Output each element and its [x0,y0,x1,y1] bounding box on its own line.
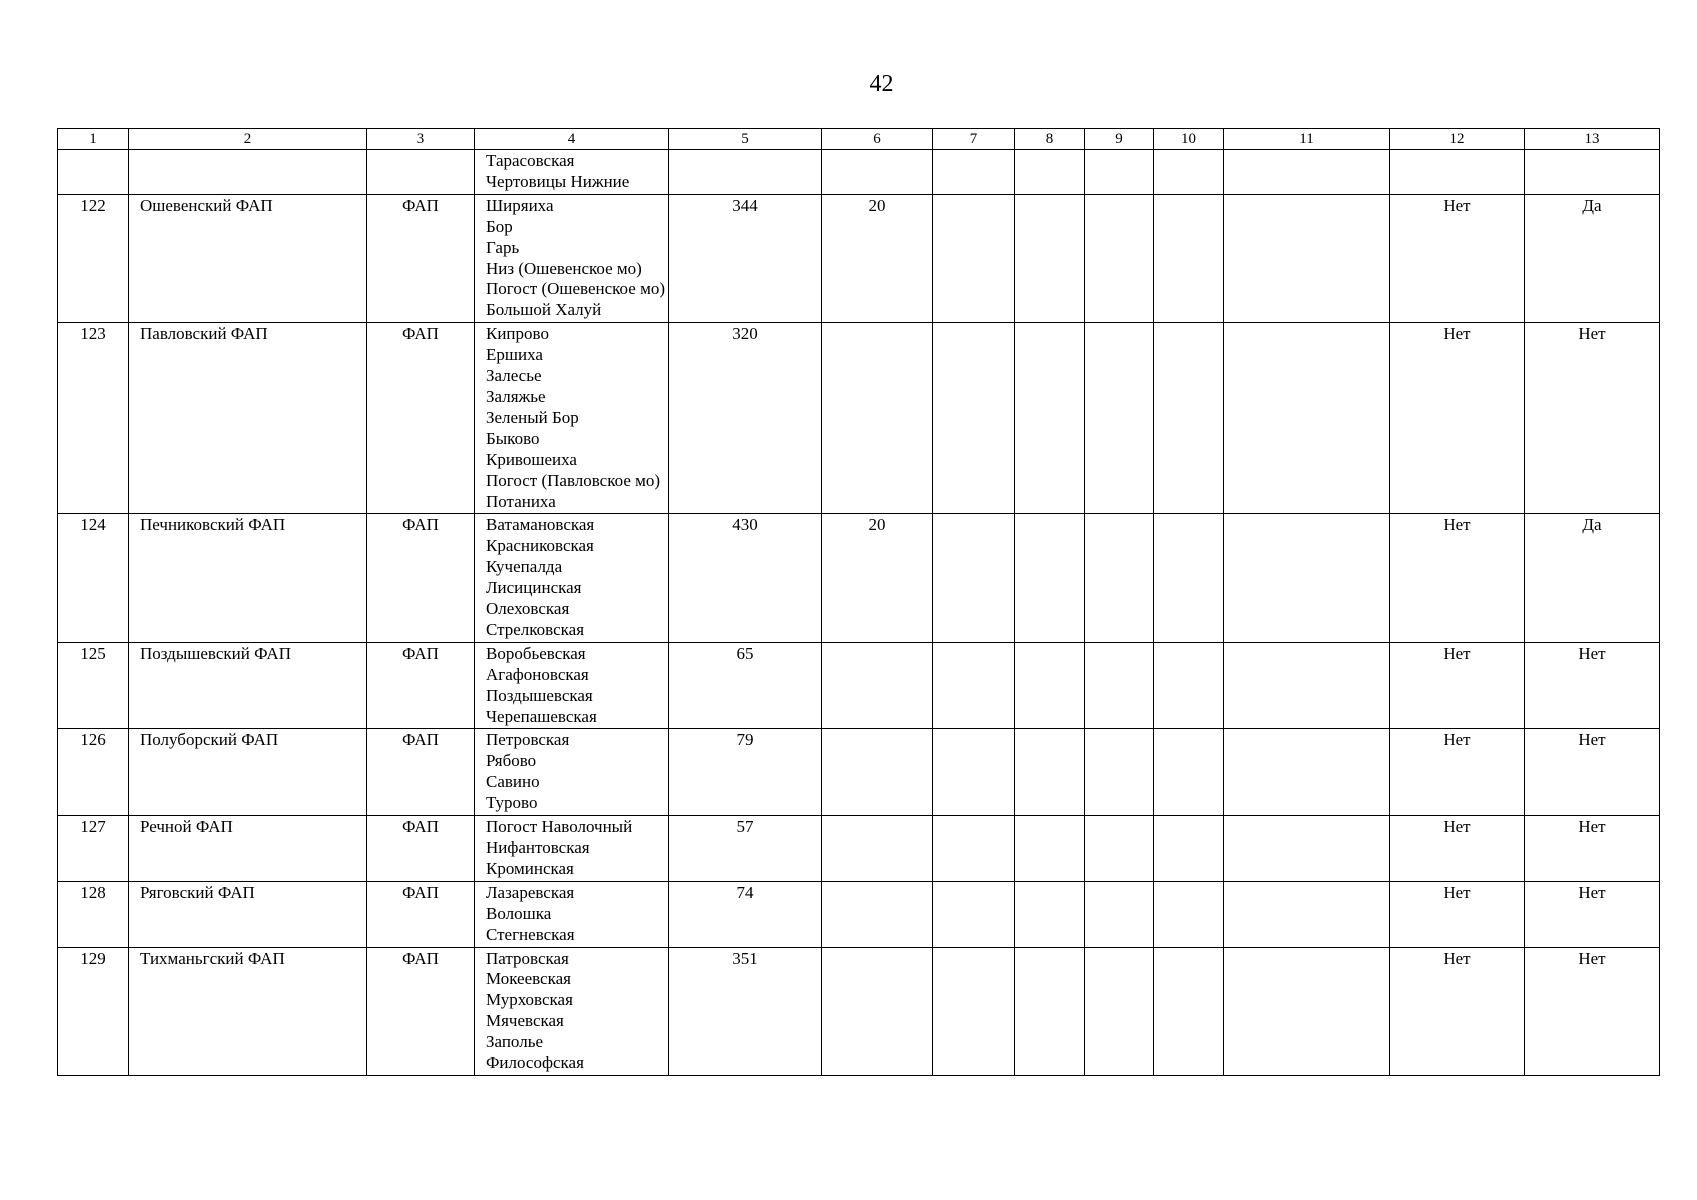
settlements-cell [475,816,669,882]
column-10-cell [1154,323,1224,514]
facility-name: Печниковский ФАП [129,514,367,642]
column-11-cell [1224,947,1390,1075]
column-12-value: Нет [1390,947,1525,1075]
table-row [58,881,1660,947]
row-number [58,150,129,195]
column-10-cell [1154,947,1224,1075]
settlement-name: Зеленый Бор [486,407,579,427]
settlement-name: Кривошеиха [486,449,577,469]
column-header: 6 [822,129,933,150]
column-header: 2 [129,129,367,150]
settlements-cell [475,947,669,1075]
settlement-name: Тарасовская [486,151,575,170]
population-value: 430 [669,514,822,642]
settlement-name: Петровская [486,730,570,750]
facility-name: Павловский ФАП [129,323,367,514]
column-10-cell [1154,642,1224,729]
column-12-value: Нет [1390,816,1525,882]
facility-type: ФАП [367,194,475,322]
facility-table [57,128,1660,1076]
facility-name: Ошевенский ФАП [129,194,367,322]
column-11-cell [1224,816,1390,882]
column-13-value: Нет [1525,642,1660,729]
column-10-cell [1154,816,1224,882]
facility-type: ФАП [367,514,475,642]
column-9-cell [1085,881,1154,947]
table-row [58,642,1660,729]
column-12-value: Нет [1390,881,1525,947]
settlement-name: Гарь [486,237,520,257]
column-6-value: 20 [822,514,933,642]
column-12-value: Нет [1390,729,1525,816]
facility-type: ФАП [367,947,475,1075]
settlement-name: Стегневская [486,924,575,944]
column-8-cell [1015,323,1085,514]
column-11-cell [1224,881,1390,947]
column-header: 1 [58,129,129,150]
column-header: 5 [669,129,822,150]
settlement-name: Погост (Павловское мо) [486,470,661,490]
column-6-value [822,881,933,947]
settlement-name: Агафоновская [486,664,589,684]
column-8-cell [1015,194,1085,322]
column-10-cell [1154,729,1224,816]
settlement-name: Черепашевская [486,706,597,726]
column-13-value: Нет [1525,816,1660,882]
column-8-cell [1015,729,1085,816]
column-7-cell [933,642,1015,729]
population-value: 320 [669,323,822,514]
settlement-name: Заляжье [486,386,546,406]
facility-type: ФАП [367,729,475,816]
row-number: 122 [58,194,129,322]
column-6-value [822,150,933,195]
settlement-name: Ширяиха [486,195,554,215]
column-9-cell [1085,729,1154,816]
column-8-cell [1015,514,1085,642]
column-8-cell [1015,881,1085,947]
settlement-name: Заполье [486,1032,543,1052]
column-6-value [822,816,933,882]
settlement-name: Поздышевская [486,685,593,705]
column-13-value: Нет [1525,323,1660,514]
settlements-cell [475,323,669,514]
settlement-name: Стрелковская [486,619,585,639]
population-value: 57 [669,816,822,882]
settlements-cell [475,881,669,947]
row-number: 124 [58,514,129,642]
column-6-value: 20 [822,194,933,322]
settlement-name: Чертовицы Нижние [486,171,630,191]
settlements-cell [475,729,669,816]
column-9-cell [1085,947,1154,1075]
facility-type: ФАП [367,816,475,882]
column-13-value: Нет [1525,729,1660,816]
column-header: 10 [1154,129,1224,150]
column-13-value: Да [1525,194,1660,322]
column-11-cell [1224,150,1390,195]
settlement-name: Ершиха [486,345,543,365]
population-value: 344 [669,194,822,322]
column-6-value [822,729,933,816]
column-9-cell [1085,194,1154,322]
row-number: 129 [58,947,129,1075]
facility-type: ФАП [367,642,475,729]
settlement-name: Мурховская [486,990,573,1010]
column-7-cell [933,514,1015,642]
column-7-cell [933,947,1015,1075]
page-number: 42 [869,71,894,97]
row-number: 127 [58,816,129,882]
column-header: 11 [1224,129,1390,150]
column-9-cell [1085,323,1154,514]
column-6-value [822,323,933,514]
settlement-name: Лазаревская [486,882,575,902]
facility-type [367,150,475,195]
column-header: 8 [1015,129,1085,150]
facility-name: Полуборский ФАП [129,729,367,816]
settlement-name: Потаниха [486,491,556,511]
settlement-name: Лисицинская [486,578,582,598]
column-9-cell [1085,150,1154,195]
facility-name: Поздышевский ФАП [129,642,367,729]
column-12-value: Нет [1390,323,1525,514]
row-number: 123 [58,323,129,514]
facility-type: ФАП [367,323,475,514]
column-10-cell [1154,194,1224,322]
table-row [58,323,1660,514]
facility-name: Речной ФАП [129,816,367,882]
settlements-cell [475,642,669,729]
column-header: 7 [933,129,1015,150]
settlement-name: Нифантовская [486,838,590,857]
header-row [58,129,1660,150]
column-11-cell [1224,194,1390,322]
row-number: 125 [58,642,129,729]
settlement-name: Залесье [486,366,542,386]
population-value: 79 [669,729,822,816]
column-8-cell [1015,816,1085,882]
column-8-cell [1015,947,1085,1075]
settlement-name: Мокеевская [486,969,571,989]
table-row [58,514,1660,642]
column-13-value: Да [1525,514,1660,642]
column-13-value [1525,150,1660,195]
table-row [58,194,1660,322]
column-7-cell [933,816,1015,882]
column-11-cell [1224,514,1390,642]
settlement-name: Мячевская [486,1011,564,1031]
settlement-name: Патровская [486,948,569,968]
row-number: 126 [58,729,129,816]
column-12-value: Нет [1390,642,1525,729]
settlement-name: Быково [486,428,540,448]
column-7-cell [933,194,1015,322]
column-12-value: Нет [1390,514,1525,642]
table-row [58,729,1660,816]
column-12-value: Нет [1390,194,1525,322]
column-header: 13 [1525,129,1660,150]
settlement-name: Низ (Ошевенское мо) [486,258,642,278]
settlement-name: Большой Халуй [486,300,602,320]
table-body [58,150,1660,1076]
column-8-cell [1015,642,1085,729]
column-6-value [822,642,933,729]
column-10-cell [1154,881,1224,947]
column-11-cell [1224,642,1390,729]
population-value: 74 [669,881,822,947]
table-row [58,947,1660,1075]
settlements-cell [475,150,669,195]
column-11-cell [1224,729,1390,816]
settlement-name: Кучепалда [486,557,563,577]
column-9-cell [1085,514,1154,642]
column-header: 3 [367,129,475,150]
settlement-name: Философская [486,1053,584,1073]
row-number: 128 [58,881,129,947]
column-7-cell [933,881,1015,947]
settlement-name: Бор [486,216,513,236]
column-header: 9 [1085,129,1154,150]
facility-type: ФАП [367,881,475,947]
column-13-value: Нет [1525,881,1660,947]
settlement-name: Воробьевская [486,643,586,663]
settlement-name: Савино [486,772,540,792]
settlement-name: Волошка [486,903,552,923]
table-row [58,150,1660,195]
column-11-cell [1224,323,1390,514]
column-9-cell [1085,816,1154,882]
column-header: 12 [1390,129,1525,150]
column-10-cell [1154,150,1224,195]
settlement-name: Рябово [486,751,537,771]
settlement-name: Погост (Ошевенское мо) [486,279,665,299]
column-7-cell [933,323,1015,514]
column-header: 4 [475,129,669,150]
column-7-cell [933,729,1015,816]
facility-name [129,150,367,195]
settlement-name: Ватамановская [486,515,595,535]
settlements-cell [475,514,669,642]
column-8-cell [1015,150,1085,195]
settlement-name: Олеховская [486,599,570,619]
column-12-value [1390,150,1525,195]
column-9-cell [1085,642,1154,729]
settlement-name: Красниковская [486,536,594,556]
settlement-name: Кипрово [486,324,549,344]
settlement-name: Кроминская [486,858,574,878]
column-7-cell [933,150,1015,195]
population-value: 65 [669,642,822,729]
column-13-value: Нет [1525,947,1660,1075]
facility-name: Ряговский ФАП [129,881,367,947]
facility-name: Тихманьгский ФАП [129,947,367,1075]
population-value: 351 [669,947,822,1075]
column-6-value [822,947,933,1075]
settlement-name: Турово [486,793,538,813]
population-value [669,150,822,195]
table-row [58,816,1660,882]
settlement-name: Погост Наволочный [486,817,633,837]
column-10-cell [1154,514,1224,642]
settlements-cell [475,194,669,322]
